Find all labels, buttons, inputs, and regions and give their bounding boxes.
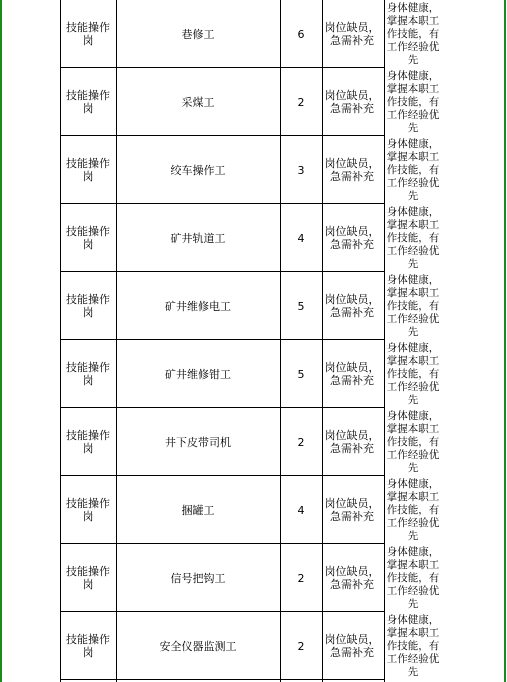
window-frame-left — [0, 0, 2, 682]
row-border — [60, 679, 384, 680]
count-cell[interactable]: 3 — [297, 163, 305, 177]
table-row — [60, 544, 440, 612]
reason-cell[interactable]: 岗位缺员，急需补充 — [324, 21, 380, 47]
count-cell[interactable]: 2 — [297, 435, 305, 449]
category-cell[interactable]: 技能操作岗 — [66, 429, 110, 455]
table-row — [60, 204, 440, 272]
category-cell[interactable]: 技能操作岗 — [66, 225, 110, 251]
position-cell[interactable]: 安全仪器监测工 — [159, 639, 237, 653]
row-border — [60, 67, 384, 68]
requirement-cell[interactable]: 身体健康，掌握本职工作技能，有工作经验优先 — [386, 137, 440, 202]
position-cell[interactable]: 捆罐工 — [181, 503, 215, 517]
requirement-cell[interactable]: 身体健康，掌握本职工作技能，有工作经验优先 — [386, 205, 440, 270]
count-cell[interactable]: 4 — [297, 231, 305, 245]
position-cell[interactable]: 井下皮带司机 — [165, 435, 231, 449]
count-cell[interactable]: 2 — [297, 95, 305, 109]
requirement-cell[interactable]: 身体健康，掌握本职工作技能，有工作经验优先 — [386, 1, 440, 66]
row-border — [60, 271, 384, 272]
category-cell[interactable]: 技能操作岗 — [66, 633, 110, 659]
row-border — [60, 339, 384, 340]
position-cell[interactable]: 矿井维修电工 — [165, 299, 231, 313]
table-row — [60, 340, 440, 408]
requirement-cell[interactable]: 身体健康，掌握本职工作技能，有工作经验优先 — [386, 69, 440, 134]
table-row — [60, 136, 440, 204]
table-row — [60, 272, 440, 340]
category-cell[interactable]: 技能操作岗 — [66, 89, 110, 115]
reason-cell[interactable]: 岗位缺员，急需补充 — [324, 293, 380, 319]
position-cell[interactable]: 矿井轨道工 — [170, 231, 226, 245]
column-border — [280, 0, 281, 682]
reason-cell[interactable]: 岗位缺员，急需补充 — [324, 497, 380, 523]
count-cell[interactable]: 5 — [297, 367, 305, 381]
table-row — [60, 408, 440, 476]
row-border — [60, 611, 384, 612]
table-row — [60, 476, 440, 544]
requirement-cell[interactable]: 身体健康，掌握本职工作技能，有工作经验优先 — [386, 273, 440, 338]
category-cell[interactable]: 技能操作岗 — [66, 21, 110, 47]
row-border — [60, 203, 384, 204]
position-cell[interactable]: 矿井维修钳工 — [165, 367, 231, 381]
category-cell[interactable]: 技能操作岗 — [66, 157, 110, 183]
column-border — [116, 0, 117, 682]
count-cell[interactable]: 2 — [297, 639, 305, 653]
row-border — [60, 135, 384, 136]
count-cell[interactable]: 4 — [297, 503, 305, 517]
reason-cell[interactable]: 岗位缺员，急需补充 — [324, 225, 380, 251]
position-cell[interactable]: 采煤工 — [181, 95, 215, 109]
count-cell[interactable]: 2 — [297, 571, 305, 585]
position-cell[interactable]: 信号把钩工 — [170, 571, 226, 585]
requirement-cell[interactable]: 身体健康，掌握本职工作技能，有工作经验优先 — [386, 409, 440, 474]
window-frame-right — [504, 0, 506, 682]
category-cell[interactable]: 技能操作岗 — [66, 361, 110, 387]
table-row — [60, 0, 440, 68]
table-row — [60, 612, 440, 680]
requirement-cell[interactable]: 身体健康，掌握本职工作技能，有工作经验优先 — [386, 341, 440, 406]
count-cell[interactable]: 5 — [297, 299, 305, 313]
position-cell[interactable]: 巷修工 — [181, 27, 215, 41]
reason-cell[interactable]: 岗位缺员，急需补充 — [324, 633, 380, 659]
row-border — [60, 543, 384, 544]
reason-cell[interactable]: 岗位缺员，急需补充 — [324, 89, 380, 115]
category-cell[interactable]: 技能操作岗 — [66, 293, 110, 319]
reason-cell[interactable]: 岗位缺员，急需补充 — [324, 429, 380, 455]
category-cell[interactable]: 技能操作岗 — [66, 565, 110, 591]
count-cell[interactable]: 6 — [297, 27, 305, 41]
reason-cell[interactable]: 岗位缺员，急需补充 — [324, 361, 380, 387]
position-cell[interactable]: 绞车操作工 — [170, 163, 226, 177]
requirement-cell[interactable]: 身体健康，掌握本职工作技能，有工作经验优先 — [386, 613, 440, 678]
category-cell[interactable]: 技能操作岗 — [66, 497, 110, 523]
requirement-cell[interactable]: 身体健康，掌握本职工作技能，有工作经验优先 — [386, 545, 440, 610]
row-border — [60, 407, 384, 408]
table-row — [60, 68, 440, 136]
column-border — [384, 0, 385, 682]
reason-cell[interactable]: 岗位缺员，急需补充 — [324, 157, 380, 183]
column-border — [60, 0, 61, 682]
column-border — [322, 0, 323, 682]
reason-cell[interactable]: 岗位缺员，急需补充 — [324, 565, 380, 591]
row-border — [60, 475, 384, 476]
requirement-cell[interactable]: 身体健康，掌握本职工作技能，有工作经验优先 — [386, 477, 440, 542]
